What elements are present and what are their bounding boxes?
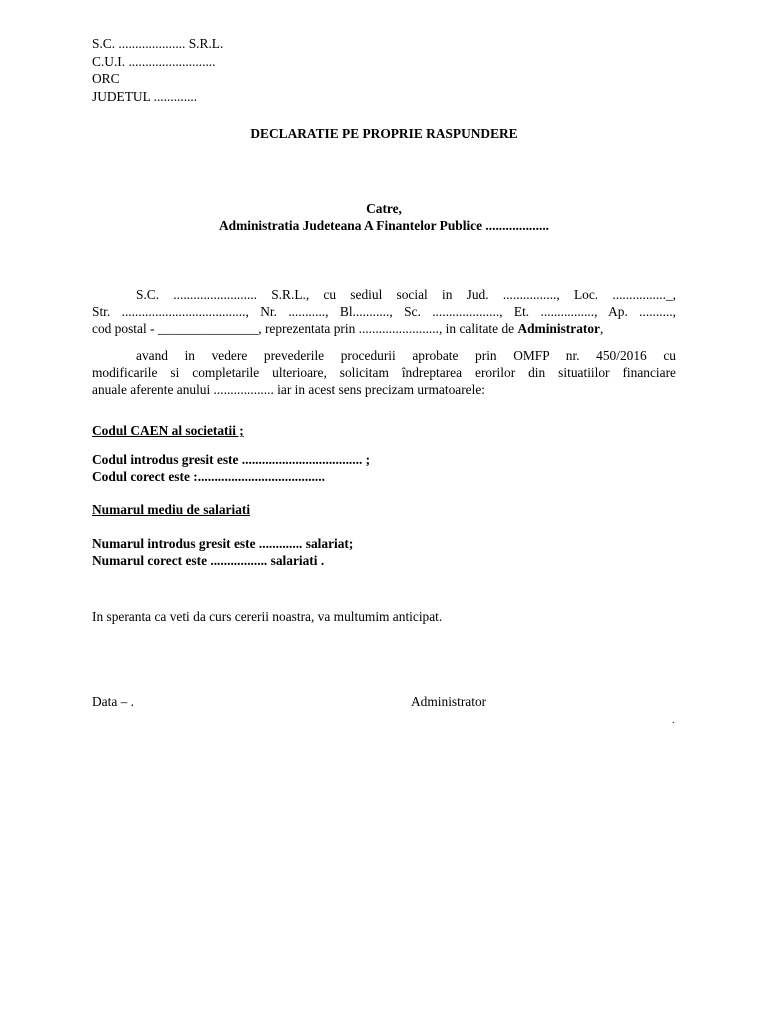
company-header: [92, 35, 223, 105]
addressee-institution: Administratia Judeteana A Finantelor Publice ...................: [218, 218, 550, 233]
company-details-paragraph: [92, 286, 676, 337]
county-line: JUDETUL .............: [92, 88, 198, 104]
employees-heading: Numarul mediu de salariati: [92, 502, 251, 517]
addressee-greeting: Catre,: [366, 201, 402, 216]
caen-correct-code: Codul corect este :......................................: [92, 469, 325, 484]
caen-heading: Codul CAEN al societatii ;: [92, 423, 244, 438]
company-details-line-3: cod postal - _______________, reprezentata prin ........................, in calitate de Administrator,: [92, 321, 604, 336]
document-title: DECLARATIE PE PROPRIE RASPUNDERE: [250, 126, 518, 141]
request-line-2: modificarile si completarile ulterioare, solicitam îndreptarea erorilor din situatiilor financiare: [92, 365, 676, 380]
request-paragraph: [92, 347, 676, 398]
company-name-line: S.C. .................... S.R.L.: [92, 36, 224, 51]
cui-line: C.U.I. ..........................: [92, 53, 216, 69]
company-details-line-1: S.C. ......................... S.R.L., cu sediul social in Jud. ................, Loc. ................_,: [136, 287, 676, 302]
signature-label: Administrator: [411, 694, 487, 709]
employees-wrong-number: Numarul introdus gresit este ............. salariat;: [92, 536, 354, 551]
caen-wrong-code: Codul introdus gresit este .................................... ;: [92, 452, 371, 467]
orc-line: ORC: [92, 71, 120, 86]
administrator-role: Administrator: [517, 321, 601, 336]
stray-mark: .: [672, 715, 675, 726]
employees-correct-number: Numarul corect este ................. salariati .: [92, 553, 325, 568]
addressee-block: [0, 200, 768, 234]
request-line-3: anuale aferente anului .................. iar in acest sens precizam urmatoarele:: [92, 382, 485, 397]
date-label: Data – .: [92, 694, 135, 709]
closing-sentence: In speranta ca veti da curs cererii noastra, va multumim anticipat.: [92, 609, 443, 624]
company-details-line-2: Str. ....................................., Nr. ..........., Bl..........., Sc. ...................., Et. ................, Ap. ..........,: [92, 304, 676, 319]
request-line-1: avand in vedere prevederile procedurii aprobate prin OMFP nr. 450/2016 cu: [136, 348, 676, 363]
